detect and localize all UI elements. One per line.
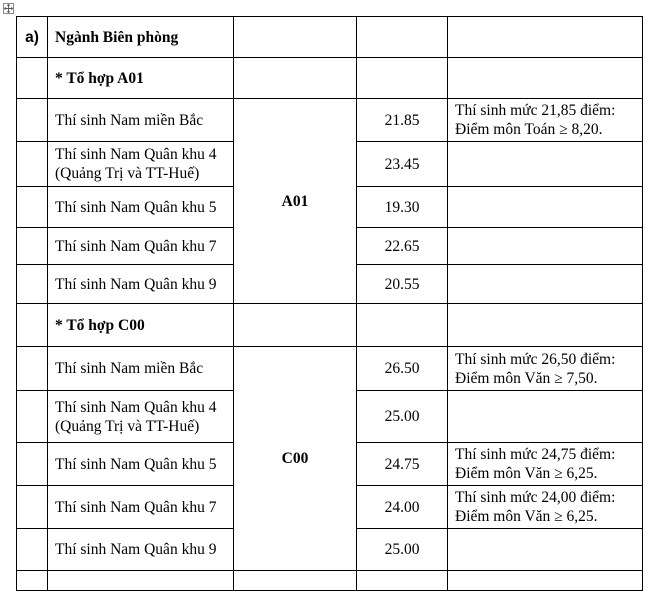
- score-cell: 24.75: [357, 443, 448, 486]
- score-cell: 22.65: [357, 228, 448, 265]
- score-cell: 19.30: [357, 187, 448, 228]
- candidate-cell: Thí sinh Nam Quân khu 9: [48, 529, 234, 571]
- note-cell: Thí sinh mức 26,50 điểm: Điểm môn Văn ≥ 7,50.: [448, 347, 643, 391]
- candidate-cell: Thí sinh Nam Quân khu 7: [48, 486, 234, 529]
- note-cell: [448, 529, 643, 571]
- table-move-handle-icon[interactable]: [3, 3, 14, 14]
- note-cell: [448, 265, 643, 304]
- note-cell: Thí sinh mức 24,75 điểm: Điểm môn Văn ≥ 6,25.: [448, 443, 643, 486]
- group-header-row: [17, 304, 643, 347]
- group-header: * Tổ hợp A01: [48, 58, 234, 99]
- section-title: Ngành Biên phòng: [48, 17, 234, 58]
- group-header-row: [17, 58, 643, 99]
- candidate-cell: Thí sinh Nam Quân khu 4 (Quảng Trị và TT-Huế): [48, 391, 234, 443]
- note-cell: Thí sinh mức 21,85 điểm: Điểm môn Toán ≥ 8,20.: [448, 99, 643, 142]
- combo-code-cell: A01: [234, 99, 357, 304]
- score-cell: 24.00: [357, 486, 448, 529]
- combo-code-cell: C00: [234, 347, 357, 571]
- score-cell: 21.85: [357, 99, 448, 142]
- candidate-cell: Thí sinh Nam miền Bắc: [48, 347, 234, 391]
- table-row: [17, 99, 643, 142]
- score-cell: 25.00: [357, 391, 448, 443]
- note-cell: Thí sinh mức 24,00 điểm: Điểm môn Văn ≥ 6,25.: [448, 486, 643, 529]
- note-cell: [448, 142, 643, 187]
- candidate-cell: Thí sinh Nam Quân khu 5: [48, 443, 234, 486]
- admission-score-table: [16, 16, 643, 591]
- candidate-cell: Thí sinh Nam miền Bắc: [48, 99, 234, 142]
- note-cell: [448, 187, 643, 228]
- note-cell: [448, 391, 643, 443]
- score-cell: 20.55: [357, 265, 448, 304]
- candidate-cell: Thí sinh Nam Quân khu 7: [48, 228, 234, 265]
- candidate-cell: Thí sinh Nam Quân khu 4 (Quảng Trị và TT-Huế): [48, 142, 234, 187]
- table-row: [17, 347, 643, 391]
- note-cell: [448, 228, 643, 265]
- table-row-continuation: [17, 571, 643, 591]
- candidate-cell: Thí sinh Nam Quân khu 9: [48, 265, 234, 304]
- group-header: * Tổ hợp C00: [48, 304, 234, 347]
- score-cell: 25.00: [357, 529, 448, 571]
- score-cell: 26.50: [357, 347, 448, 391]
- section-label: a): [17, 17, 48, 58]
- section-row: [17, 17, 643, 58]
- candidate-cell: Thí sinh Nam Quân khu 5: [48, 187, 234, 228]
- score-cell: 23.45: [357, 142, 448, 187]
